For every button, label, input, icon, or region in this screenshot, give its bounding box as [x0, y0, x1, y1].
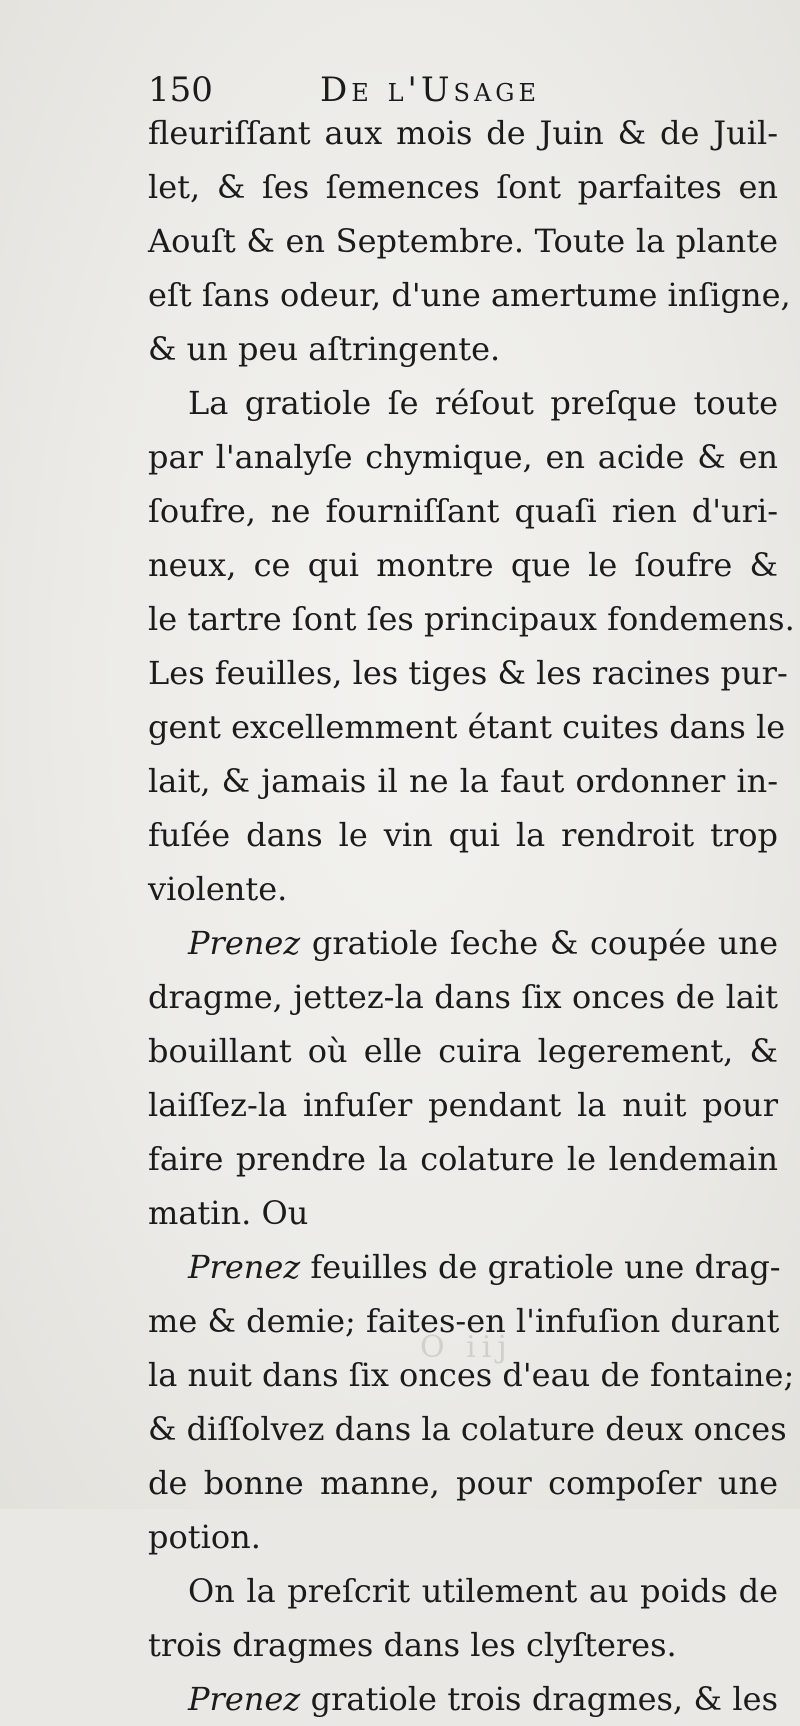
- text-span: gratiole trois dragmes, & les: [300, 1680, 778, 1718]
- text-line: Aouſt & en Septembre. Toute la plante: [148, 222, 778, 260]
- text-line: eſt ſans odeur, d'une amertume inſigne,: [148, 276, 791, 314]
- text-line: ſoufre, ne fourniſſant quaſi rien d'uri-: [148, 492, 778, 530]
- text-line: laiſſez-la infuſer pendant la nuit pour: [148, 1086, 778, 1124]
- paragraph: [148, 1564, 778, 1672]
- text-line: faire prendre la colature le lendemain: [148, 1140, 778, 1178]
- text-line: de bonne manne, pour compoſer une: [148, 1464, 778, 1502]
- text-line: Les feuilles, les tiges & les racines pur-: [148, 654, 788, 692]
- text-line: gent excellemment étant cuites dans le: [148, 708, 786, 746]
- paragraph: [148, 376, 795, 916]
- recipe-lead: Prenez: [188, 924, 301, 962]
- page-number: 150: [148, 70, 213, 110]
- text-line: let, & ſes ſemences ſont parfaites en: [148, 168, 778, 206]
- text-line: La gratiole ſe réſout preſque toute: [188, 384, 778, 422]
- running-head: De l'Usage: [320, 70, 540, 110]
- text-line: lait, & jamais il ne la faut ordonner in-: [148, 762, 778, 800]
- paragraph: [148, 1240, 795, 1564]
- text-line: neux, ce qui montre que le ſoufre &: [148, 546, 778, 584]
- text-line: [148, 1240, 781, 1294]
- text-span: gratiole ſeche & coupée une: [300, 924, 778, 962]
- paragraph: [148, 106, 791, 376]
- text-line: On la preſcrit utilement au poids de: [188, 1572, 778, 1610]
- text-line: violente.: [148, 870, 288, 908]
- paragraph: [148, 916, 778, 1240]
- text-line: dragme, jettez-la dans ſix onces de lait: [148, 978, 778, 1016]
- text-line: [148, 1672, 778, 1726]
- body-text: [148, 106, 795, 1726]
- text-line: par l'analyſe chymique, en acide & en: [148, 438, 778, 476]
- text-line: bouillant où elle cuira legerement, &: [148, 1032, 778, 1070]
- text-line: fuſée dans le vin qui la rendroit trop: [148, 816, 778, 854]
- paragraph: [148, 1672, 778, 1726]
- text-line: [148, 916, 778, 970]
- text-line: & un peu aſtringente.: [148, 330, 501, 368]
- recipe-lead: Prenez: [188, 1248, 301, 1286]
- text-line: potion.: [148, 1518, 261, 1556]
- text-line: trois dragmes dans les clyſteres.: [148, 1626, 677, 1664]
- text-line: la nuit dans ſix onces d'eau de fontaine;: [148, 1356, 795, 1394]
- bleed-through-text: O iij: [420, 1330, 513, 1365]
- text-line: le tartre ſont ſes principaux fondemens.: [148, 600, 795, 638]
- recipe-lead: Prenez: [188, 1680, 301, 1718]
- text-span: feuilles de gratiole une drag-: [300, 1248, 781, 1286]
- text-line: & diſſolvez dans la colature deux onces: [148, 1410, 787, 1448]
- text-line: matin. Ou: [148, 1194, 309, 1232]
- text-line: fleuriſſant aux mois de Juin & de Juil-: [148, 114, 778, 152]
- text-line: me & demie; faites-en l'infuſion durant: [148, 1302, 780, 1340]
